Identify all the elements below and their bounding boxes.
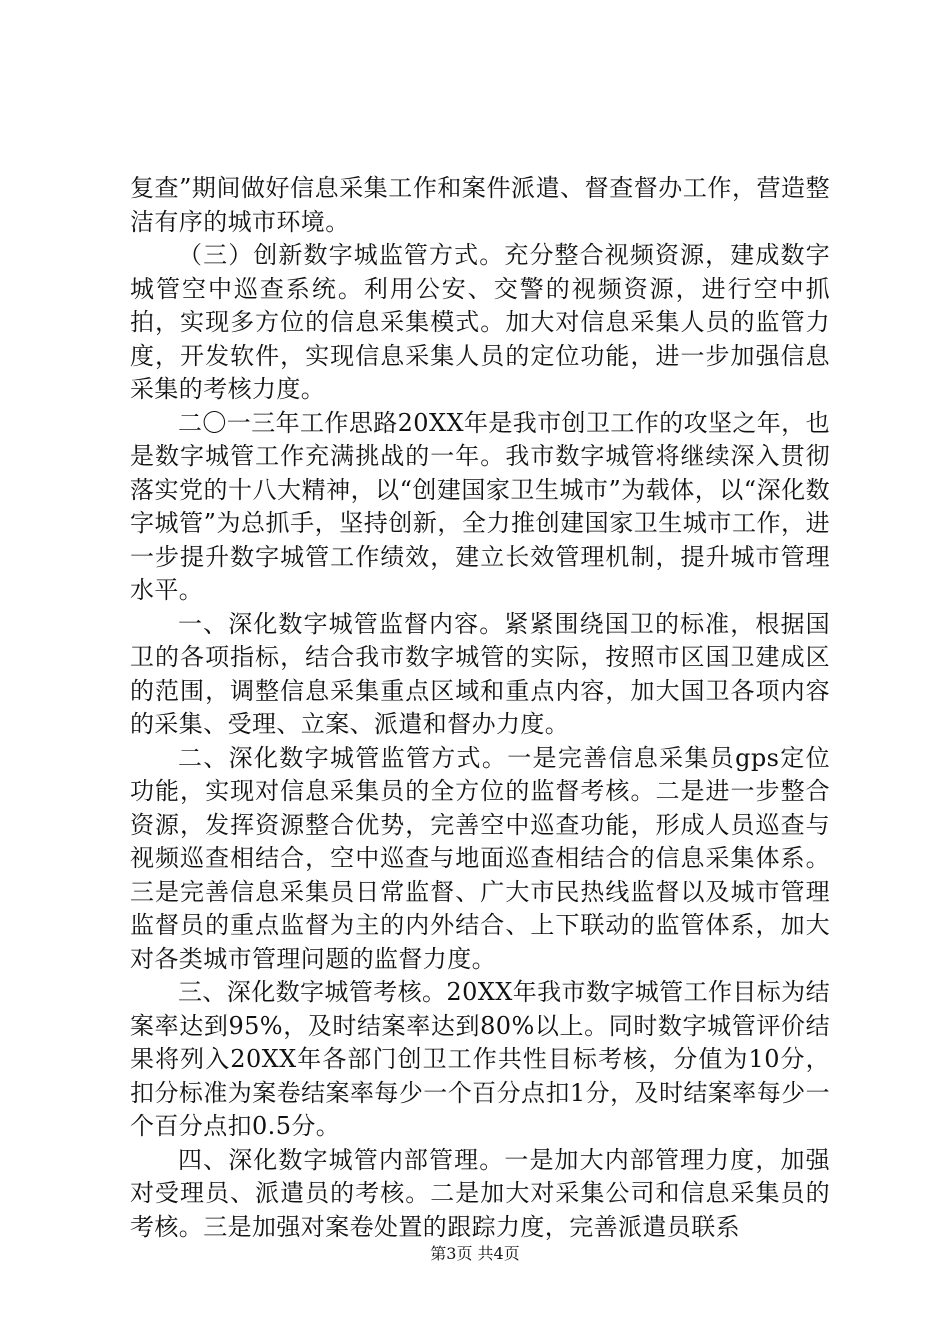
page-number: 第3页 共4页 xyxy=(430,1244,520,1263)
paragraph-item-two: 二、深化数字城管监管方式。一是完善信息采集员gps定位功能，实现对信息采集员的全方位的监督考核。二是进一步整合资源，发挥资源整合优势，完善空中巡查功能，形成人员巡查与视频巡查相结合，空中巡查与地面巡查相结合的信息采集体系。三是完善信息采集员日常监督、广大市民热线监督以及城市管理监督员的重点监督为主的内外结合、上下联动的监管体系，加大对各类城市管理问题的监督力度。 xyxy=(130,743,830,973)
paragraph-section-three: （三）创新数字城监管方式。充分整合视频资源，建成数字城管空中巡查系统。利用公安、交警的视频资源，进行空中抓拍，实现多方位的信息采集模式。加大对信息采集人员的监管力度，开发软件，实现信息采集人员的定位功能，进一步加强信息采集的考核力度。 xyxy=(130,241,830,403)
paragraph-item-one: 一、深化数字城管监督内容。紧紧围绕国卫的标准，根据国卫的各项指标，结合我市数字城管的实际，按照市区国卫建成区的范围，调整信息采集重点区域和重点内容，加大国卫各项内容的采集、受理、立案、派遣和督办力度。 xyxy=(130,609,830,738)
document-body xyxy=(130,172,830,1244)
paragraph-work-plan: 二〇一三年工作思路20XX年是我市创卫工作的攻坚之年，也是数字城管工作充满挑战的一年。我市数字城管将继续深入贯彻落实党的十八大精神，以“创建国家卫生城市”为载体，以“深化数字城管”为总抓手，坚持创新，全力推创建国家卫生城市工作，进一步提升数字城管工作绩效，建立长效管理机制，提升城市管理水平。 xyxy=(130,408,830,604)
page-footer xyxy=(0,1242,950,1266)
paragraph-item-four: 四、深化数字城管内部管理。一是加大内部管理力度，加强对受理员、派遣员的考核。二是加大对采集公司和信息采集员的考核。三是加强对案卷处置的跟踪力度，完善派遣员联系 xyxy=(130,1145,830,1241)
paragraph-item-three: 三、深化数字城管考核。20XX年我市数字城管工作目标为结案率达到95%，及时结案率达到80%以上。同时数字城管评价结果将列入20XX年各部门创卫工作共性目标考核，分值为10分，扣分标准为案卷结案率每少一个百分点扣1分，及时结案率每少一个百分点扣0.5分。 xyxy=(130,978,830,1140)
paragraph-continuation: 复查”期间做好信息采集工作和案件派遣、督查督办工作，营造整洁有序的城市环境。 xyxy=(130,174,830,236)
